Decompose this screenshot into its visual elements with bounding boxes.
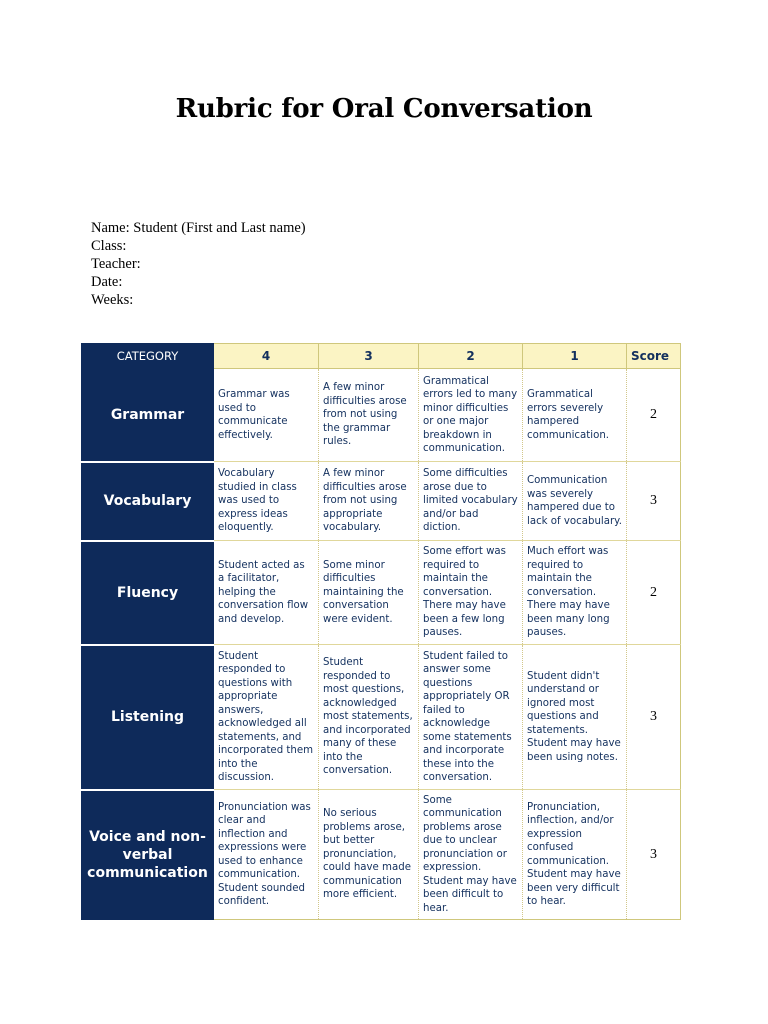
- table-row: [82, 790, 681, 920]
- cell-level-4: Pronunciation was clear and inflection and expressions were used to enhance communication. Student sounded confident.: [214, 790, 319, 920]
- cell-level-1: Grammatical errors severely hampered communication.: [523, 369, 627, 462]
- cell-level-1: Communication was severely hampered due to lack of vocabulary.: [523, 462, 627, 541]
- row-category: Grammar: [82, 369, 214, 462]
- cell-level-3: A few minor difficulties arose from not using appropriate vocabulary.: [319, 462, 419, 541]
- cell-level-4: Student responded to questions with appropriate answers, acknowledged all statements, and incorporated them into the discussion.: [214, 645, 319, 790]
- header-score: Score: [627, 344, 681, 369]
- rubric-table: [81, 343, 681, 920]
- document-title: Rubric for Oral Conversation: [175, 94, 593, 124]
- cell-level-3: Some minor difficulties maintaining the conversation were evident.: [319, 541, 419, 645]
- cell-level-1: Much effort was required to maintain the conversation. There may have been many long pauses.: [523, 541, 627, 645]
- name-line: Name: Student (First and Last name): [91, 220, 306, 236]
- cell-level-4: Student acted as a facilitator, helping the conversation flow and develop.: [214, 541, 319, 645]
- header-category: CATEGORY: [82, 344, 214, 369]
- cell-score: 3: [627, 790, 681, 920]
- cell-score: 2: [627, 369, 681, 462]
- header-1: 1: [523, 344, 627, 369]
- date-line: Date:: [91, 274, 123, 290]
- cell-score: 3: [627, 462, 681, 541]
- cell-level-2: Student failed to answer some questions appropriately OR failed to acknowledge some statements and incorporate these into the conversation.: [419, 645, 523, 790]
- header-2: 2: [419, 344, 523, 369]
- row-category: Vocabulary: [82, 462, 214, 541]
- cell-level-3: No serious problems arose, but better pronunciation, could have made communication more efficient.: [319, 790, 419, 920]
- table-row: [82, 645, 681, 790]
- header-3: 3: [319, 344, 419, 369]
- table-header-row: [82, 344, 681, 369]
- header-4: 4: [214, 344, 319, 369]
- row-category: Voice and non-verbal communication: [82, 790, 214, 920]
- table-row: [82, 369, 681, 462]
- cell-level-4: Grammar was used to communicate effectively.: [214, 369, 319, 462]
- cell-score: 2: [627, 541, 681, 645]
- cell-level-2: Some difficulties arose due to limited vocabulary and/or bad diction.: [419, 462, 523, 541]
- table-row: [82, 462, 681, 541]
- cell-level-2: Some communication problems arose due to unclear pronunciation or expression. Student may have been difficult to hear.: [419, 790, 523, 920]
- cell-level-3: A few minor difficulties arose from not using the grammar rules.: [319, 369, 419, 462]
- class-line: Class:: [91, 238, 127, 254]
- cell-level-1: Student didn't understand or ignored most questions and statements. Student may have been using notes.: [523, 645, 627, 790]
- row-category: Fluency: [82, 541, 214, 645]
- cell-score: 3: [627, 645, 681, 790]
- teacher-line: Teacher:: [91, 256, 141, 272]
- student-info-block: [91, 219, 306, 309]
- cell-level-1: Pronunciation, inflection, and/or expression confused communication. Student may have been very difficult to hear.: [523, 790, 627, 920]
- cell-level-4: Vocabulary studied in class was used to express ideas eloquently.: [214, 462, 319, 541]
- weeks-line: Weeks:: [91, 292, 134, 308]
- cell-level-2: Some effort was required to maintain the conversation. There may have been a few long pauses.: [419, 541, 523, 645]
- cell-level-2: Grammatical errors led to many minor difficulties or one major breakdown in communication.: [419, 369, 523, 462]
- table-row: [82, 541, 681, 645]
- cell-level-3: Student responded to most questions, acknowledged most statements, and incorporated many of these into the conversation.: [319, 645, 419, 790]
- row-category: Listening: [82, 645, 214, 790]
